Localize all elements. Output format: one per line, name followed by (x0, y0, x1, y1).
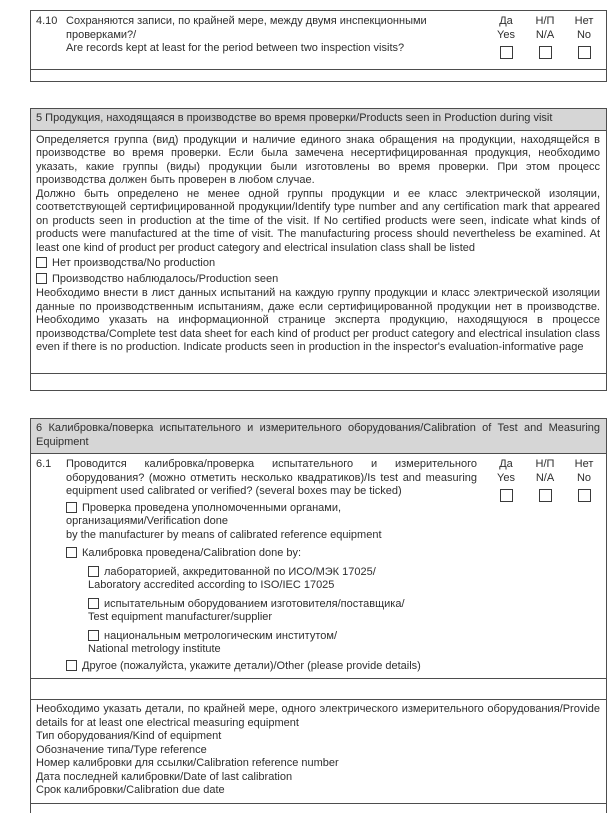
option-label-line1: национальным метрологическим институтом/ (104, 629, 337, 642)
section-5-paragraph-3: Необходимо внести в лист данных испытаний на каждую группу продукции и класс электрической изоляции данные по производственным испытаниям, даже если сертифицированной продукции нет в производстве. Необходимо указать на информационной странице эксперта продукцию, находящуюся в процессе производства/Complete test data sheet for each kind of product per product category and electrical insulation class even if there is no production. Indicate products seen in production in the inspector's evaluation-informative page (36, 287, 600, 353)
detail-calibration-reference-number: Номер калибровки для ссылки/Calibration reference number (36, 757, 339, 769)
option-label-line1: Калибровка проведена/Calibration done by: (82, 547, 302, 559)
empty-row (31, 69, 606, 81)
production-seen-option (36, 273, 600, 287)
section-5-content (31, 130, 606, 373)
question-text-en: Are records kept at least for the period between two inspection visits? (66, 42, 405, 54)
question-6-1-row (31, 453, 606, 678)
calibration-option-manufacturer (88, 598, 477, 625)
manufacturer-checkbox[interactable] (88, 598, 99, 609)
section-5-paragraph-1: Определяется группа (вид) продукции и наличие единого знака обращения на продукции, находящейся в производстве во время проверки. Если была замечена несертифицированная продукция, необходимо указать, какие группы (виды) продукции были изготовлены во время проверки. При этом процесс производства должен быть проверен в любом случае. (36, 133, 600, 186)
equipment-details-block (31, 699, 606, 803)
question-text-ru: Сохраняются записи, по крайней мере, между двумя инспекционными проверками?/ (66, 15, 427, 41)
answer-no (567, 458, 601, 673)
question-number: 6.1 (36, 458, 52, 470)
calibration-option-iso-lab (88, 566, 477, 593)
answer-no (567, 15, 601, 64)
other-checkbox[interactable] (66, 660, 77, 671)
na-checkbox[interactable] (539, 46, 552, 59)
answer-yes-label-en: Yes (497, 28, 515, 41)
empty-row (31, 678, 606, 699)
answer-options (489, 458, 601, 673)
answer-na (528, 15, 562, 64)
no-production-checkbox[interactable] (36, 257, 47, 268)
option-label-line1: Проверка проведена уполномоченными органами, организациями/Verification done (66, 501, 342, 527)
no-checkbox[interactable] (578, 489, 591, 502)
question-4-10-table (30, 10, 607, 82)
yes-checkbox[interactable] (500, 46, 513, 59)
production-seen-label: Производство наблюдалось/Production seen (52, 272, 279, 285)
answer-na-label-ru: Н/П (535, 15, 555, 27)
answer-no-label-ru: Нет (574, 15, 594, 27)
empty-row (31, 373, 606, 390)
answer-no-label-en: No (576, 28, 592, 41)
answer-options (489, 15, 601, 64)
no-production-label: Нет производства/No production (52, 257, 216, 269)
option-label-line1: испытательным оборудованием изготовителя/поставщика/ (104, 597, 405, 610)
calibration-option-done-by (66, 547, 477, 561)
answer-na-label-ru: Н/П (535, 458, 555, 470)
calibration-option-other (66, 660, 477, 674)
question-6-1-text: Проводится калибровка/проверка испытательного и измерительного оборудования? (можно отметить несколько квадратиков)/Is test and measuring equipment used calibrated or verified? (several boxes may be ticked) (66, 458, 477, 497)
calibration-option-metrology-institute (88, 630, 477, 657)
empty-row (31, 803, 606, 813)
answer-yes (489, 15, 523, 64)
section-5-header: 5 Продукция, находящаяся в производстве во время проверки/Products seen in Production during visit (31, 109, 606, 130)
option-label-line2: by the manufacturer by means of calibrated reference equipment (66, 528, 382, 541)
option-label-line1: Другое (пожалуйста, укажите детали)/Other (please provide details) (82, 659, 421, 672)
detail-date-of-last-calibration: Дата последней калибровки/Date of last calibration (36, 770, 293, 783)
answer-na-label-en: N/A (535, 471, 555, 484)
section-6-calibration-table (30, 418, 607, 813)
question-text (66, 15, 489, 64)
answer-na-label-en: N/A (535, 28, 555, 41)
no-checkbox[interactable] (578, 46, 591, 59)
option-label-line1: лабораторией, аккредитованной по ИСО/МЭК 17025/ (104, 565, 376, 578)
option-label-line2: Laboratory accredited according to ISO/IEC 17025 (88, 579, 335, 591)
calibration-option-verification (66, 502, 477, 543)
option-label-line2: National metrology institute (88, 643, 221, 655)
answer-yes (489, 458, 523, 673)
answer-na (528, 458, 562, 673)
answer-yes-label-ru: Да (499, 15, 513, 27)
no-production-option (36, 257, 600, 271)
na-checkbox[interactable] (539, 489, 552, 502)
section-5-paragraph-2: Должно быть определено не менее одной группы продукции и ее класс электрической изоляции, соответствующей сертифицированной продукции/Identify type number and any certification mark that appeared on products seen in production at the time of the visit. If No certified products were seen, indicate what kinds of products were manufactured at the time of visit. The manufacturing process should nevertheless be examined. At least one kind of product per product category and electrical insulation class shall be listed (36, 187, 600, 254)
metrology-institute-checkbox[interactable] (88, 630, 99, 641)
yes-checkbox[interactable] (500, 489, 513, 502)
section-5-products-table (30, 108, 607, 391)
answer-yes-label-en: Yes (497, 471, 515, 484)
section-6-header: 6 Калибровка/поверка испытательного и измерительного оборудования/Calibration of Test and Measuring Equipment (31, 419, 606, 453)
detail-type-reference: Обозначение типа/Type reference (36, 743, 207, 756)
option-label-line2: Test equipment manufacturer/supplier (88, 611, 273, 623)
detail-kind-of-equipment: Тип оборудования/Kind of equipment (36, 730, 222, 742)
question-number: 4.10 (36, 15, 58, 27)
answer-yes-label-ru: Да (499, 458, 513, 470)
calibration-done-checkbox[interactable] (66, 547, 77, 558)
question-4-10-row (31, 11, 606, 69)
question-6-1-body (66, 458, 489, 673)
equipment-details-intro: Необходимо указать детали, по крайней мере, одного электрического измерительного оборудования/Provide details for at least one electrical measuring equipment (36, 703, 600, 729)
verification-checkbox[interactable] (66, 502, 77, 513)
answer-no-label-ru: Нет (574, 458, 594, 470)
answer-no-label-en: No (576, 471, 592, 484)
iso-lab-checkbox[interactable] (88, 566, 99, 577)
detail-calibration-due-date: Срок калибровки/Calibration due date (36, 784, 225, 796)
production-seen-checkbox[interactable] (36, 273, 47, 284)
